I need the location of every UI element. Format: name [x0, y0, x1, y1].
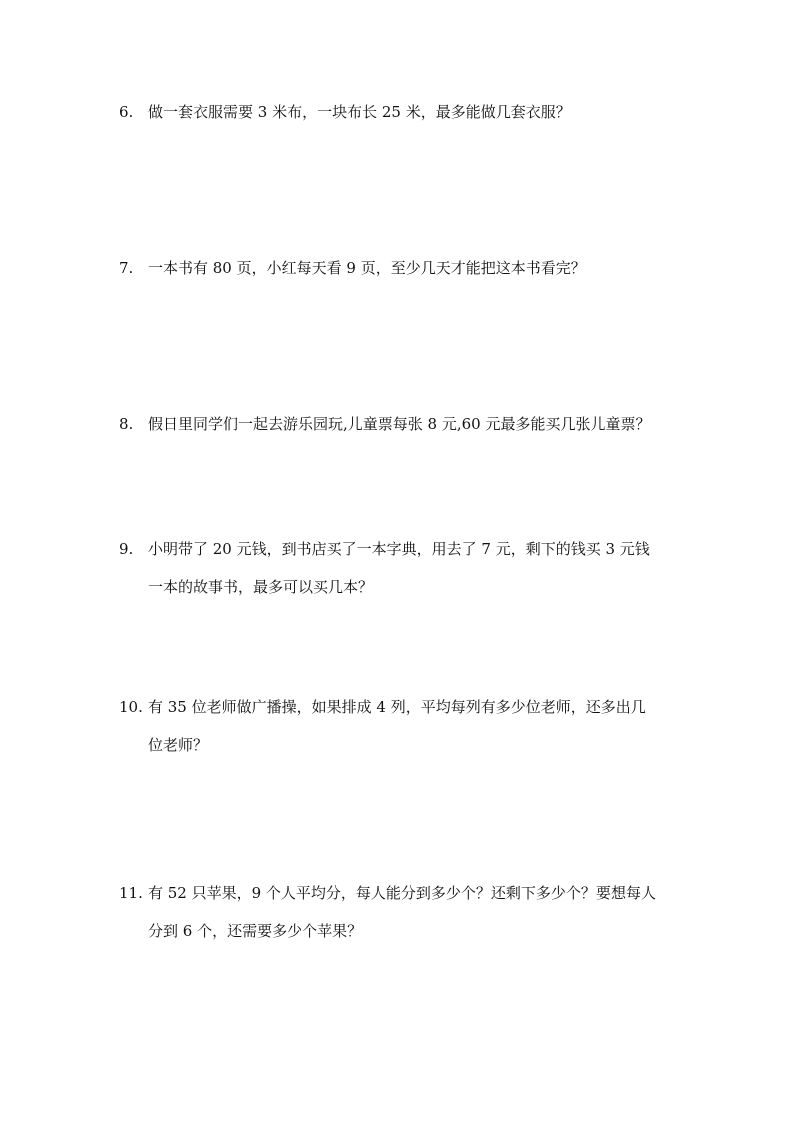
question-7-text: 一本书有 80 页，小红每天看 9 页，至少几天才能把这本书看完？ — [148, 259, 586, 277]
question-7 — [119, 249, 679, 287]
question-11-number: 11. — [119, 884, 143, 902]
question-9-text-line-2: 一本的故事书，最多可以买几本？ — [148, 578, 374, 596]
question-6-number: 6. — [119, 103, 134, 121]
question-10 — [119, 688, 679, 764]
question-11-line-1 — [119, 874, 679, 912]
question-10-line-1 — [119, 688, 679, 726]
question-6 — [119, 93, 679, 131]
question-8 — [119, 405, 679, 443]
question-11 — [119, 874, 679, 950]
question-8-number: 8. — [119, 415, 134, 433]
question-7-number: 7. — [119, 259, 134, 277]
question-9-text-line-1: 小明带了 20 元钱，到书店买了一本字典，用去了 7 元，剩下的钱买 3 元钱 — [148, 540, 650, 558]
question-9-line-1 — [119, 530, 679, 568]
question-8-line-1 — [119, 405, 679, 443]
question-9 — [119, 530, 679, 606]
question-7-line-1 — [119, 249, 679, 287]
question-10-text-line-1: 有 35 位老师做广播操，如果排成 4 列，平均每列有多少位老师，还多出几 — [148, 698, 646, 716]
question-8-text: 假日里同学们一起去游乐园玩,儿童票每张 8 元,60 元最多能买几张儿童票？ — [148, 415, 651, 433]
question-6-text: 做一套衣服需要 3 米布，一块布长 25 米，最多能做几套衣服？ — [148, 103, 571, 121]
question-9-number: 9. — [119, 540, 134, 558]
question-10-text-line-2: 位老师？ — [148, 736, 209, 754]
question-10-number: 10. — [119, 698, 143, 716]
question-11-text-line-2: 分到 6 个，还需要多少个苹果？ — [148, 922, 363, 940]
question-6-line-1 — [119, 93, 679, 131]
question-11-text-line-1: 有 52 只苹果，9 个人平均分，每人能分到多少个？还剩下多少个？要想每人 — [148, 884, 656, 902]
